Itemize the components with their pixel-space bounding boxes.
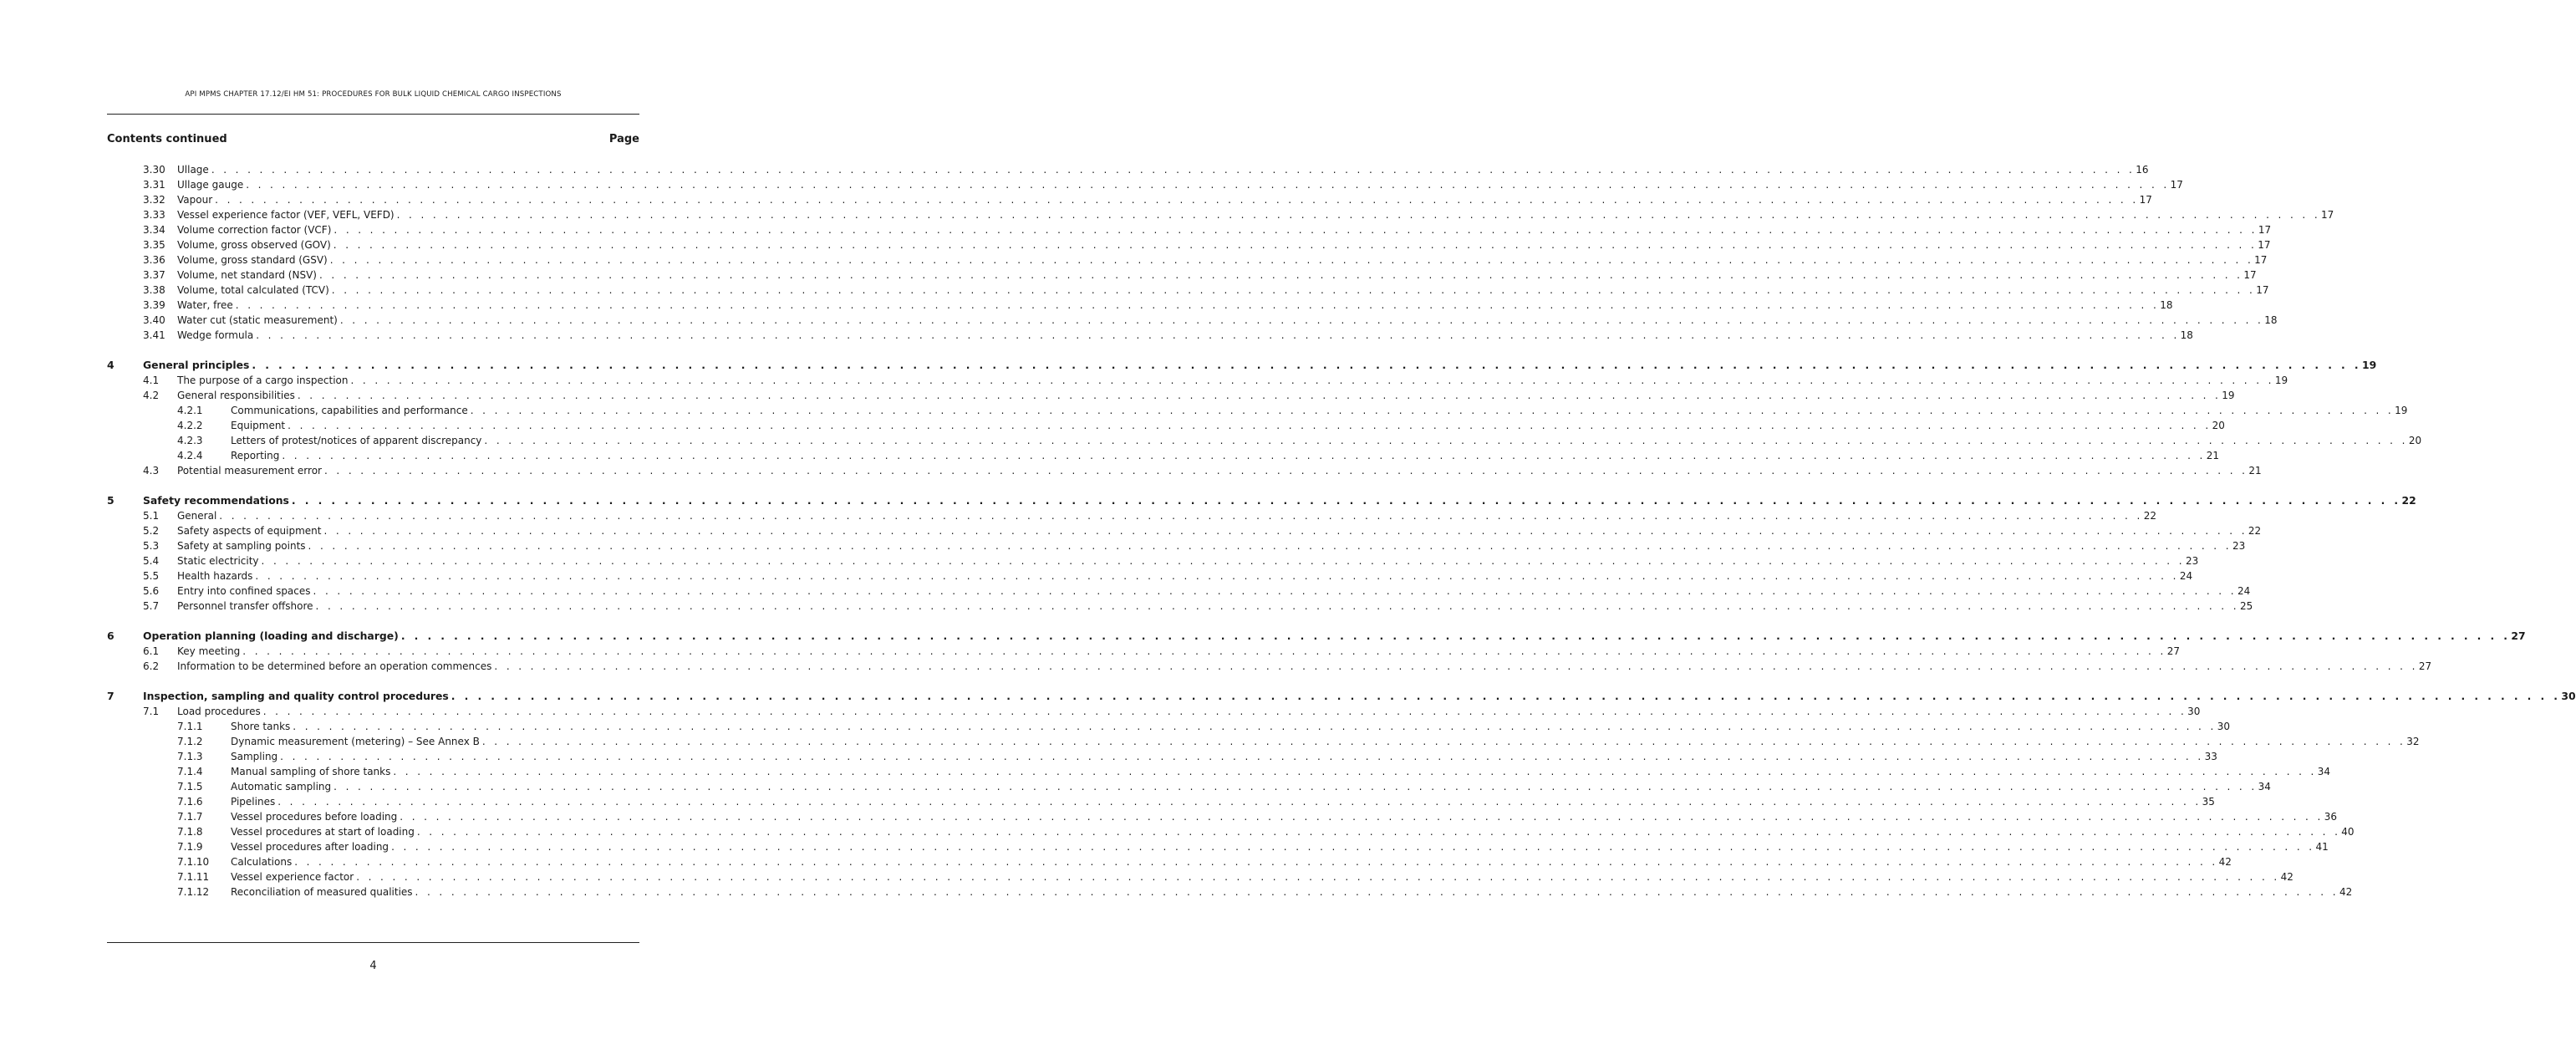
dot-leader: . . . . . . . . . . . . . . . . . . . . . . . . . . . . . . . . . . . . . . . . . . . . . . . . . . . . . . . . . . . . . . . . . . . . . . . . . . . . . . . . . . . . . . . . . . . . . . . . . . . . . . . . . . . . . . . . . . . . . . . . . . . . . . . . . . . . . . . . . . . . . . . . . . . . . . . . . . . . . . . . bbox=[215, 194, 2139, 206]
toc-entry-title: Vessel experience factor (VEF, VEFL, VEFD) bbox=[177, 209, 395, 221]
toc-entry-page: 18 bbox=[2264, 314, 2278, 326]
toc-entry-number: 7.1.11 bbox=[177, 871, 210, 883]
toc-entry-title: Equipment bbox=[231, 420, 286, 431]
toc-entry-number: 7.1.9 bbox=[177, 841, 203, 853]
dot-leader: . . . . . . . . . . . . . . . . . . . . . . . . . . . . . . . . . . . . . . . . . . . . . . . . . . . . . . . . . . . . . . . . . . . . . . . . . . . . . . . . . . . . . . . . . . . . . . . . . . . . . . . . . . . . . . . . . . . . . . . . . . . . . . . . . . . . . . . . . . . . . . . . . . . . . . . . . . . . . . . . bbox=[400, 629, 2511, 642]
section-spacer bbox=[107, 478, 639, 493]
toc-entry[interactable] bbox=[107, 794, 2215, 809]
toc-entry-title: Load procedures bbox=[177, 706, 261, 717]
toc-entry-title: Sampling bbox=[231, 751, 278, 762]
toc-entry-title: Vessel procedures at start of loading bbox=[231, 826, 415, 838]
toc-entry-page: 18 bbox=[2160, 299, 2173, 311]
toc-entry[interactable] bbox=[107, 809, 2337, 824]
toc-entry-title: Calculations bbox=[231, 856, 293, 868]
toc-entry-number: 4.2.1 bbox=[177, 405, 203, 416]
toc-entry-number: 3.38 bbox=[143, 284, 165, 296]
dot-leader: . . . . . . . . . . . . . . . . . . . . . . . . . . . . . . . . . . . . . . . . . . . . . . . . . . . . . . . . . . . . . . . . . . . . . . . . . . . . . . . . . . . . . . . . . . . . . . . . . . . . . . . . . . . . . . . . . . . . . . . . . . . . . . . . . . . . . . . . . . . . . . . . . . . . . . . . . . . . . . . . bbox=[323, 465, 2248, 477]
toc-entry-page: 35 bbox=[2202, 796, 2215, 808]
toc-entry-number: 7.1.1 bbox=[177, 721, 203, 732]
toc-entry-number: 5.2 bbox=[143, 525, 160, 537]
section-spacer bbox=[107, 614, 639, 629]
toc-entry-number: 3.30 bbox=[143, 164, 165, 176]
toc-entry-number: 3.34 bbox=[143, 224, 165, 236]
toc-entry-title: Pipelines bbox=[231, 796, 276, 808]
toc-entry-number: 3.40 bbox=[143, 314, 165, 326]
toc-entry-number: 5.4 bbox=[143, 555, 160, 567]
dot-leader: . . . . . . . . . . . . . . . . . . . . . . . . . . . . . . . . . . . . . . . . . . . . . . . . . . . . . . . . . . . . . . . . . . . . . . . . . . . . . . . . . . . . . . . . . . . . . . . . . . . . . . . . . . . . . . . . . . . . . . . . . . . . . . . . . . . . . . . . . . . . . . . . . . . . . . . . . . . . . . . . bbox=[333, 224, 2258, 236]
toc-entry-number: 7.1.7 bbox=[177, 811, 203, 823]
dot-leader: . . . . . . . . . . . . . . . . . . . . . . . . . . . . . . . . . . . . . . . . . . . . . . . . . . . . . . . . . . . . . . . . . . . . . . . . . . . . . . . . . . . . . . . . . . . . . . . . . . . . . . . . . . . . . . . . . . . . . . . . . . . . . . . . . . . . . . . . . . . . . . . . . . . . . . . . . . . . . . . . bbox=[470, 405, 2395, 416]
toc-entry-title: Key meeting bbox=[177, 645, 241, 657]
toc-entry-title: General responsibilities bbox=[177, 390, 295, 401]
toc-entry-number: 6 bbox=[107, 629, 115, 642]
toc-section-entry[interactable] bbox=[107, 358, 2377, 373]
toc-entry-number: 3.33 bbox=[143, 209, 165, 221]
dot-leader: . . . . . . . . . . . . . . . . . . . . . . . . . . . . . . . . . . . . . . . . . . . . . . . . . . . . . . . . . . . . . . . . . . . . . . . . . . . . . . . . . . . . . . . . . . . . . . . . . . . . . . . . . . . . . . . . . . . . . . . . . . . . . . . . . . . . . . . . . . . . . . . . . . . . . . . . . . . . . . . . bbox=[484, 435, 2408, 446]
toc-entry-page: 22 bbox=[2248, 525, 2262, 537]
toc-entry-title: Information to be determined before an operation commences bbox=[177, 660, 492, 672]
toc-entry-number: 7.1.5 bbox=[177, 781, 203, 793]
toc-entry[interactable] bbox=[107, 162, 2149, 177]
toc-entry-number: 4 bbox=[107, 359, 115, 371]
dot-leader: . . . . . . . . . . . . . . . . . . . . . . . . . . . . . . . . . . . . . . . . . . . . . . . . . . . . . . . . . . . . . . . . . . . . . . . . . . . . . . . . . . . . . . . . . . . . . . . . . . . . . . . . . . . . . . . . . . . . . . . . . . . . . . . . . . . . . . . . . . . . . . . . . . . . . . . . . . . . . . . . bbox=[313, 585, 2237, 597]
toc-entry-page: 34 bbox=[2317, 766, 2331, 777]
toc-entry-page: 34 bbox=[2258, 781, 2271, 793]
toc-entry-page: 19 bbox=[2361, 359, 2377, 371]
section-spacer bbox=[107, 343, 639, 358]
toc-entry-page: 20 bbox=[2212, 420, 2225, 431]
toc-entry-page: 17 bbox=[2139, 194, 2152, 206]
toc-entry[interactable] bbox=[107, 523, 2262, 538]
toc-entry-number: 7 bbox=[107, 690, 115, 702]
dot-leader: . . . . . . . . . . . . . . . . . . . . . . . . . . . . . . . . . . . . . . . . . . . . . . . . . . . . . . . . . . . . . . . . . . . . . . . . . . . . . . . . . . . . . . . . . . . . . . . . . . . . . . . . . . . . . . . . . . . . . . . . . . . . . . . . . . . . . . . . . . . . . . . . . . . . . . . . . . . . . . . . bbox=[256, 329, 2180, 341]
toc-entry[interactable] bbox=[107, 734, 2420, 749]
toc-entry-page: 18 bbox=[2180, 329, 2193, 341]
toc-entry-page: 19 bbox=[2222, 390, 2235, 401]
toc-entry-number: 5.7 bbox=[143, 600, 160, 612]
toc-entry-page: 42 bbox=[2339, 886, 2353, 898]
dot-leader: . . . . . . . . . . . . . . . . . . . . . . . . . . . . . . . . . . . . . . . . . . . . . . . . . . . . . . . . . . . . . . . . . . . . . . . . . . . . . . . . . . . . . . . . . . . . . . . . . . . . . . . . . . . . . . . . . . . . . . . . . . . . . . . . . . . . . . . . . . . . . . . . . . . . . . . . . . . . . . . . bbox=[350, 375, 2274, 386]
toc-entry[interactable] bbox=[107, 388, 2235, 403]
dot-leader: . . . . . . . . . . . . . . . . . . . . . . . . . . . . . . . . . . . . . . . . . . . . . . . . . . . . . . . . . . . . . . . . . . . . . . . . . . . . . . . . . . . . . . . . . . . . . . . . . . . . . . . . . . . . . . . . . . . . . . . . . . . . . . . . . . . . . . . . . . . . . . . . . . . . . . . . . . . . . . . . bbox=[400, 811, 2324, 823]
dot-leader: . . . . . . . . . . . . . . . . . . . . . . . . . . . . . . . . . . . . . . . . . . . . . . . . . . . . . . . . . . . . . . . . . . . . . . . . . . . . . . . . . . . . . . . . . . . . . . . . . . . . . . . . . . . . . . . . . . . . . . . . . . . . . . . . . . . . . . . . . . . . . . . . . . . . . . . . . . . . . . . . bbox=[308, 540, 2232, 552]
toc-entry-number: 3.32 bbox=[143, 194, 165, 206]
toc-entry-title: Ullage gauge bbox=[177, 179, 244, 191]
toc-entry-title: Vessel experience factor bbox=[231, 871, 354, 883]
toc-entry-title: Volume correction factor (VCF) bbox=[177, 224, 332, 236]
toc-entry[interactable] bbox=[107, 584, 2251, 599]
toc-entry-page: 17 bbox=[2170, 179, 2183, 191]
dot-leader: . . . . . . . . . . . . . . . . . . . . . . . . . . . . . . . . . . . . . . . . . . . . . . . . . . . . . . . . . . . . . . . . . . . . . . . . . . . . . . . . . . . . . . . . . . . . . . . . . . . . . . . . . . . . . . . . . . . . . . . . . . . . . . . . . . . . . . . . . . . . . . . . . . . . . . . . . . . . . . . . bbox=[356, 871, 2280, 883]
toc-entry-number: 3.39 bbox=[143, 299, 165, 311]
dot-leader: . . . . . . . . . . . . . . . . . . . . . . . . . . . . . . . . . . . . . . . . . . . . . . . . . . . . . . . . . . . . . . . . . . . . . . . . . . . . . . . . . . . . . . . . . . . . . . . . . . . . . . . . . . . . . . . . . . . . . . . . . . . . . . . . . . . . . . . . . . . . . . . . . . . . . . . . . . . . . . . . bbox=[294, 856, 2218, 868]
toc-entry-page: 16 bbox=[2136, 164, 2149, 176]
toc-entry-page: 24 bbox=[2179, 570, 2193, 582]
header-rule bbox=[107, 114, 639, 115]
dot-leader: . . . . . . . . . . . . . . . . . . . . . . . . . . . . . . . . . . . . . . . . . . . . . . . . . . . . . . . . . . . . . . . . . . . . . . . . . . . . . . . . . . . . . . . . . . . . . . . . . . . . . . . . . . . . . . . . . . . . . . . . . . . . . . . . . . . . . . . . . . . . . . . . . . . . . . . . . . . . . . . . bbox=[277, 796, 2202, 808]
toc-entry-page: 41 bbox=[2315, 841, 2329, 853]
toc-entry-number: 6.2 bbox=[143, 660, 160, 672]
dot-leader: . . . . . . . . . . . . . . . . . . . . . . . . . . . . . . . . . . . . . . . . . . . . . . . . . . . . . . . . . . . . . . . . . . . . . . . . . . . . . . . . . . . . . . . . . . . . . . . . . . . . . . . . . . . . . . . . . . . . . . . . . . . . . . . . . . . . . . . . . . . . . . . . . . . . . . . . . . . . . . . . bbox=[416, 826, 2341, 838]
toc-entry-page: 17 bbox=[2243, 269, 2257, 281]
dot-leader: . . . . . . . . . . . . . . . . . . . . . . . . . . . . . . . . . . . . . . . . . . . . . . . . . . . . . . . . . . . . . . . . . . . . . . . . . . . . . . . . . . . . . . . . . . . . . . . . . . . . . . . . . . . . . . . . . . . . . . . . . . . . . . . . . . . . . . . . . . . . . . . . . . . . . . . . . . . . . . . . bbox=[331, 284, 2256, 296]
toc-entry[interactable] bbox=[107, 854, 2232, 869]
toc-entry-page: 22 bbox=[2143, 510, 2156, 522]
toc-entry-page: 20 bbox=[2408, 435, 2422, 446]
toc-entry[interactable] bbox=[107, 538, 2246, 553]
toc-section-entry[interactable] bbox=[107, 629, 2526, 644]
toc-entry-page: 23 bbox=[2232, 540, 2246, 552]
dot-leader: . . . . . . . . . . . . . . . . . . . . . . . . . . . . . . . . . . . . . . . . . . . . . . . . . . . . . . . . . . . . . . . . . . . . . . . . . . . . . . . . . . . . . . . . . . . . . . . . . . . . . . . . . . . . . . . . . . . . . . . . . . . . . . . . . . . . . . . . . . . . . . . . . . . . . . . . . . . . . . . . bbox=[293, 721, 2217, 732]
toc-entry[interactable] bbox=[107, 328, 2193, 343]
toc-entry-title: Entry into confined spaces bbox=[177, 585, 311, 597]
toc-entry[interactable] bbox=[107, 222, 2272, 237]
toc-entry-title: Letters of protest/notices of apparent discrepancy bbox=[231, 435, 482, 446]
dot-leader: . . . . . . . . . . . . . . . . . . . . . . . . . . . . . . . . . . . . . . . . . . . . . . . . . . . . . . . . . . . . . . . . . . . . . . . . . . . . . . . . . . . . . . . . . . . . . . . . . . . . . . . . . . . . . . . . . . . . . . . . . . . . . . . . . . . . . . . . . . . . . . . . . . . . . . . . . . . . . . . . bbox=[481, 736, 2406, 747]
dot-leader: . . . . . . . . . . . . . . . . . . . . . . . . . . . . . . . . . . . . . . . . . . . . . . . . . . . . . . . . . . . . . . . . . . . . . . . . . . . . . . . . . . . . . . . . . . . . . . . . . . . . . . . . . . . . . . . . . . . . . . . . . . . . . . . . . . . . . . . . . . . . . . . . . . . . . . . . . . . . . . . . bbox=[329, 254, 2254, 266]
dot-leader: . . . . . . . . . . . . . . . . . . . . . . . . . . . . . . . . . . . . . . . . . . . . . . . . . . . . . . . . . . . . . . . . . . . . . . . . . . . . . . . . . . . . . . . . . . . . . . . . . . . . . . . . . . . . . . . . . . . . . . . . . . . . . . . . . . . . . . . . . . . . . . . . . . . . . . . . . . . . . . . . bbox=[393, 766, 2317, 777]
toc-entry-number: 3.41 bbox=[143, 329, 165, 341]
toc-entry-title: Dynamic measurement (metering) – See Annex B bbox=[231, 736, 480, 747]
toc-entry-number: 5.5 bbox=[143, 570, 160, 582]
toc-entry-page: 21 bbox=[2248, 465, 2262, 477]
toc-entry[interactable] bbox=[107, 177, 2183, 192]
toc-entry[interactable] bbox=[107, 418, 2225, 433]
toc-entry-title: Reporting bbox=[231, 450, 280, 461]
toc-entry[interactable] bbox=[107, 403, 2408, 418]
toc-entry-page: 17 bbox=[2258, 224, 2272, 236]
dot-leader: . . . . . . . . . . . . . . . . . . . . . . . . . . . . . . . . . . . . . . . . . . . . . . . . . . . . . . . . . . . . . . . . . . . . . . . . . . . . . . . . . . . . . . . . . . . . . . . . . . . . . . . . . . . . . . . . . . . . . . . . . . . . . . . . . . . . . . . . . . . . . . . . . . . . . . . . . . . . . . . . bbox=[333, 781, 2258, 793]
dot-leader: . . . . . . . . . . . . . . . . . . . . . . . . . . . . . . . . . . . . . . . . . . . . . . . . . . . . . . . . . . . . . . . . . . . . . . . . . . . . . . . . . . . . . . . . . . . . . . . . . . . . . . . . . . . . . . . . . . . . . . . . . . . . . . . . . . . . . . . . . . . . . . . . . . . . . . . . . . . . . . . . bbox=[318, 269, 2243, 281]
toc-entry[interactable] bbox=[107, 237, 2271, 252]
dot-leader: . . . . . . . . . . . . . . . . . . . . . . . . . . . . . . . . . . . . . . . . . . . . . . . . . . . . . . . . . . . . . . . . . . . . . . . . . . . . . . . . . . . . . . . . . . . . . . . . . . . . . . . . . . . . . . . . . . . . . . . . . . . . . . . . . . . . . . . . . . . . . . . . . . . . . . . . . . . . . . . . bbox=[297, 390, 2222, 401]
toc-entry-title: Ullage bbox=[177, 164, 209, 176]
dot-leader: . . . . . . . . . . . . . . . . . . . . . . . . . . . . . . . . . . . . . . . . . . . . . . . . . . . . . . . . . . . . . . . . . . . . . . . . . . . . . . . . . . . . . . . . . . . . . . . . . . . . . . . . . . . . . . . . . . . . . . . . . . . . . . . . . . . . . . . . . . . . . . . . . . . . . . . . . . . . . . . . bbox=[315, 600, 2239, 612]
toc-entry-title: General bbox=[177, 510, 217, 522]
toc-entry-number: 7.1.4 bbox=[177, 766, 203, 777]
toc-entry[interactable] bbox=[107, 373, 2288, 388]
dot-leader: . . . . . . . . . . . . . . . . . . . . . . . . . . . . . . . . . . . . . . . . . . . . . . . . . . . . . . . . . . . . . . . . . . . . . . . . . . . . . . . . . . . . . . . . . . . . . . . . . . . . . . . . . . . . . . . . . . . . . . . . . . . . . . . . . . . . . . . . . . . . . . . . . . . . . . . . . . . . . . . . bbox=[391, 841, 2315, 853]
dot-leader: . . . . . . . . . . . . . . . . . . . . . . . . . . . . . . . . . . . . . . . . . . . . . . . . . . . . . . . . . . . . . . . . . . . . . . . . . . . . . . . . . . . . . . . . . . . . . . . . . . . . . . . . . . . . . . . . . . . . . . . . . . . . . . . . . . . . . . . . . . . . . . . . . . . . . . . . . . . . . . . . bbox=[451, 690, 2561, 702]
toc-entry-page: 17 bbox=[2256, 284, 2269, 296]
toc-entry-title: Automatic sampling bbox=[231, 781, 332, 793]
toc-entry-title: Manual sampling of shore tanks bbox=[231, 766, 391, 777]
toc-entry[interactable] bbox=[107, 313, 2278, 328]
toc-entry[interactable] bbox=[107, 764, 2331, 779]
toc-entry-number: 4.2.3 bbox=[177, 435, 203, 446]
toc-entry-title: Vessel procedures after loading bbox=[231, 841, 389, 853]
dot-leader: . . . . . . . . . . . . . . . . . . . . . . . . . . . . . . . . . . . . . . . . . . . . . . . . . . . . . . . . . . . . . . . . . . . . . . . . . . . . . . . . . . . . . . . . . . . . . . . . . . . . . . . . . . . . . . . . . . . . . . . . . . . . . . . . . . . . . . . . . . . . . . . . . . . . . . . . . . . . . . . . bbox=[255, 570, 2179, 582]
toc-entry-number: 3.36 bbox=[143, 254, 165, 266]
toc-section-entry[interactable] bbox=[107, 493, 2416, 508]
toc-entry-title: Volume, gross standard (GSV) bbox=[177, 254, 328, 266]
toc-entry[interactable] bbox=[107, 298, 2173, 313]
toc-entry[interactable] bbox=[107, 599, 2253, 614]
toc-entry-title: Safety aspects of equipment bbox=[177, 525, 322, 537]
toc-entry[interactable] bbox=[107, 884, 2353, 900]
toc-entry-title: Inspection, sampling and quality control procedures bbox=[143, 690, 449, 702]
dot-leader: . . . . . . . . . . . . . . . . . . . . . . . . . . . . . . . . . . . . . . . . . . . . . . . . . . . . . . . . . . . . . . . . . . . . . . . . . . . . . . . . . . . . . . . . . . . . . . . . . . . . . . . . . . . . . . . . . . . . . . . . . . . . . . . . . . . . . . . . . . . . . . . . . . . . . . . . . . . . . . . . bbox=[396, 209, 2321, 221]
toc-entry-page: 27 bbox=[2418, 660, 2432, 672]
toc-entry-page: 21 bbox=[2206, 450, 2220, 461]
toc-entry-number: 5.3 bbox=[143, 540, 160, 552]
toc-entry[interactable] bbox=[107, 869, 2293, 884]
toc-entry-title: Reconciliation of measured qualities bbox=[231, 886, 413, 898]
dot-leader: . . . . . . . . . . . . . . . . . . . . . . . . . . . . . . . . . . . . . . . . . . . . . . . . . . . . . . . . . . . . . . . . . . . . . . . . . . . . . . . . . . . . . . . . . . . . . . . . . . . . . . . . . . . . . . . . . . . . . . . . . . . . . . . . . . . . . . . . . . . . . . . . . . . . . . . . . . . . . . . . bbox=[494, 660, 2418, 672]
toc-entry[interactable] bbox=[107, 839, 2329, 854]
toc-entry[interactable] bbox=[107, 644, 2180, 659]
toc-entry-title: Water cut (static measurement) bbox=[177, 314, 338, 326]
toc-entry-page: 27 bbox=[2511, 629, 2526, 642]
dot-leader: . . . . . . . . . . . . . . . . . . . . . . . . . . . . . . . . . . . . . . . . . . . . . . . . . . . . . . . . . . . . . . . . . . . . . . . . . . . . . . . . . . . . . . . . . . . . . . . . . . . . . . . . . . . . . . . . . . . . . . . . . . . . . . . . . . . . . . . . . . . . . . . . . . . . . . . . . . . . . . . . bbox=[280, 751, 2204, 762]
footer-rule bbox=[107, 942, 639, 943]
dot-leader: . . . . . . . . . . . . . . . . . . . . . . . . . . . . . . . . . . . . . . . . . . . . . . . . . . . . . . . . . . . . . . . . . . . . . . . . . . . . . . . . . . . . . . . . . . . . . . . . . . . . . . . . . . . . . . . . . . . . . . . . . . . . . . . . . . . . . . . . . . . . . . . . . . . . . . . . . . . . . . . . bbox=[323, 525, 2248, 537]
dot-leader: . . . . . . . . . . . . . . . . . . . . . . . . . . . . . . . . . . . . . . . . . . . . . . . . . . . . . . . . . . . . . . . . . . . . . . . . . . . . . . . . . . . . . . . . . . . . . . . . . . . . . . . . . . . . . . . . . . . . . . . . . . . . . . . . . . . . . . . . . . . . . . . . . . . . . . . . . . . . . . . . bbox=[262, 706, 2187, 717]
toc-entry[interactable] bbox=[107, 508, 2156, 523]
toc-entry-number: 4.1 bbox=[143, 375, 160, 386]
toc-entry-number: 7.1.3 bbox=[177, 751, 203, 762]
toc-entry[interactable] bbox=[107, 749, 2217, 764]
toc-entry-number: 7.1.2 bbox=[177, 736, 203, 747]
dot-leader: . . . . . . . . . . . . . . . . . . . . . . . . . . . . . . . . . . . . . . . . . . . . . . . . . . . . . . . . . . . . . . . . . . . . . . . . . . . . . . . . . . . . . . . . . . . . . . . . . . . . . . . . . . . . . . . . . . . . . . . . . . . . . . . . . . . . . . . . . . . . . . . . . . . . . . . . . . . . . . . . bbox=[246, 179, 2170, 191]
running-header: API MPMS CHAPTER 17.12/EI HM 51: PROCEDURES FOR BULK LIQUID CHEMICAL CARGO INSPECTIONS bbox=[185, 90, 562, 99]
toc-entry-page: 33 bbox=[2204, 751, 2217, 762]
toc-entry-page: 32 bbox=[2406, 736, 2420, 747]
toc-entry[interactable] bbox=[107, 252, 2268, 268]
toc-entry[interactable] bbox=[107, 433, 2422, 448]
toc-entry-title: Personnel transfer offshore bbox=[177, 600, 313, 612]
contents-title: Contents continued bbox=[107, 133, 227, 145]
dot-leader: . . . . . . . . . . . . . . . . . . . . . . . . . . . . . . . . . . . . . . . . . . . . . . . . . . . . . . . . . . . . . . . . . . . . . . . . . . . . . . . . . . . . . . . . . . . . . . . . . . . . . . . . . . . . . . . . . . . . . . . . . . . . . . . . . . . . . . . . . . . . . . . . . . . . . . . . . . . . . . . . bbox=[219, 510, 2143, 522]
toc-entry-title: Wedge formula bbox=[177, 329, 254, 341]
dot-leader: . . . . . . . . . . . . . . . . . . . . . . . . . . . . . . . . . . . . . . . . . . . . . . . . . . . . . . . . . . . . . . . . . . . . . . . . . . . . . . . . . . . . . . . . . . . . . . . . . . . . . . . . . . . . . . . . . . . . . . . . . . . . . . . . . . . . . . . . . . . . . . . . . . . . . . . . . . . . . . . . bbox=[288, 420, 2212, 431]
dot-leader: . . . . . . . . . . . . . . . . . . . . . . . . . . . . . . . . . . . . . . . . . . . . . . . . . . . . . . . . . . . . . . . . . . . . . . . . . . . . . . . . . . . . . . . . . . . . . . . . . . . . . . . . . . . . . . . . . . . . . . . . . . . . . . . . . . . . . . . . . . . . . . . . . . . . . . . . . . . . . . . . bbox=[415, 886, 2339, 898]
toc-entry-number: 7.1.10 bbox=[177, 856, 210, 868]
toc-entry[interactable] bbox=[107, 779, 2271, 794]
toc-entry-number: 3.31 bbox=[143, 179, 165, 191]
page-number: 4 bbox=[369, 960, 377, 972]
toc-entry-page: 36 bbox=[2324, 811, 2337, 823]
toc-entry-title: General principles bbox=[143, 359, 250, 371]
toc-entry-number: 5 bbox=[107, 494, 115, 507]
section-spacer bbox=[107, 674, 639, 689]
toc-entry[interactable] bbox=[107, 568, 2193, 584]
toc-entry[interactable] bbox=[107, 824, 2355, 839]
page-column-label: Page bbox=[608, 133, 639, 145]
dot-leader: . . . . . . . . . . . . . . . . . . . . . . . . . . . . . . . . . . . . . . . . . . . . . . . . . . . . . . . . . . . . . . . . . . . . . . . . . . . . . . . . . . . . . . . . . . . . . . . . . . . . . . . . . . . . . . . . . . . . . . . . . . . . . . . . . . . . . . . . . . . . . . . . . . . . . . . . . . . . . . . . bbox=[339, 314, 2264, 326]
toc-entry-title: Potential measurement error bbox=[177, 465, 322, 477]
toc-entry-title: Vapour bbox=[177, 194, 213, 206]
toc-entry-number: 4.2.2 bbox=[177, 420, 203, 431]
toc-entry-page: 23 bbox=[2185, 555, 2199, 567]
toc-entry-number: 4.2 bbox=[143, 390, 160, 401]
toc-entry-title: The purpose of a cargo inspection bbox=[177, 375, 349, 386]
toc-entry-number: 3.37 bbox=[143, 269, 165, 281]
dot-leader: . . . . . . . . . . . . . . . . . . . . . . . . . . . . . . . . . . . . . . . . . . . . . . . . . . . . . . . . . . . . . . . . . . . . . . . . . . . . . . . . . . . . . . . . . . . . . . . . . . . . . . . . . . . . . . . . . . . . . . . . . . . . . . . . . . . . . . . . . . . . . . . . . . . . . . . . . . . . . . . . bbox=[333, 239, 2258, 251]
toc-entry-page: 19 bbox=[2395, 405, 2408, 416]
toc-entry[interactable] bbox=[107, 463, 2262, 478]
toc-entry-number: 5.6 bbox=[143, 585, 160, 597]
toc-entry-number: 6.1 bbox=[143, 645, 160, 657]
toc-entry-page: 30 bbox=[2561, 690, 2576, 702]
toc-entry-title: Communications, capabilities and performance bbox=[231, 405, 468, 416]
contents-heading bbox=[107, 133, 639, 145]
toc-entry[interactable] bbox=[107, 704, 2201, 719]
toc-entry-title: Volume, gross observed (GOV) bbox=[177, 239, 331, 251]
toc-entry-page: 17 bbox=[2254, 254, 2268, 266]
dot-leader: . . . . . . . . . . . . . . . . . . . . . . . . . . . . . . . . . . . . . . . . . . . . . . . . . . . . . . . . . . . . . . . . . . . . . . . . . . . . . . . . . . . . . . . . . . . . . . . . . . . . . . . . . . . . . . . . . . . . . . . . . . . . . . . . . . . . . . . . . . . . . . . . . . . . . . . . . . . . . . . . bbox=[291, 494, 2401, 507]
toc-entry-title: Health hazards bbox=[177, 570, 253, 582]
toc-entry-title: Safety recommendations bbox=[143, 494, 289, 507]
toc-entry-page: 27 bbox=[2166, 645, 2180, 657]
toc-entry-title: Static electricity bbox=[177, 555, 259, 567]
toc-entry[interactable] bbox=[107, 659, 2432, 674]
toc-entry[interactable] bbox=[107, 283, 2269, 298]
toc-entry-number: 5.1 bbox=[143, 510, 160, 522]
toc-entry[interactable] bbox=[107, 207, 2334, 222]
toc-entry-page: 17 bbox=[2258, 239, 2271, 251]
toc-entry-number: 7.1.12 bbox=[177, 886, 210, 898]
toc-entry-page: 30 bbox=[2187, 706, 2201, 717]
toc-entry[interactable] bbox=[107, 268, 2257, 283]
toc-entry[interactable] bbox=[107, 192, 2152, 207]
toc-entry-title: Safety at sampling points bbox=[177, 540, 306, 552]
toc-entry-number: 7.1.6 bbox=[177, 796, 203, 808]
toc-entry-title: Shore tanks bbox=[231, 721, 291, 732]
toc-entry-number: 7.1.8 bbox=[177, 826, 203, 838]
toc-entry-number: 4.2.4 bbox=[177, 450, 203, 461]
toc-entry-page: 42 bbox=[2218, 856, 2232, 868]
toc-entry-page: 30 bbox=[2217, 721, 2230, 732]
toc-entry[interactable] bbox=[107, 553, 2199, 568]
toc-entry[interactable] bbox=[107, 448, 2220, 463]
toc-entry-page: 17 bbox=[2321, 209, 2334, 221]
toc-entry-number: 7.1 bbox=[143, 706, 160, 717]
dot-leader: . . . . . . . . . . . . . . . . . . . . . . . . . . . . . . . . . . . . . . . . . . . . . . . . . . . . . . . . . . . . . . . . . . . . . . . . . . . . . . . . . . . . . . . . . . . . . . . . . . . . . . . . . . . . . . . . . . . . . . . . . . . . . . . . . . . . . . . . . . . . . . . . . . . . . . . . . . . . . . . . bbox=[282, 450, 2206, 461]
toc-entry-title: Vessel procedures before loading bbox=[231, 811, 398, 823]
toc-entry-title: Water, free bbox=[177, 299, 233, 311]
dot-leader: . . . . . . . . . . . . . . . . . . . . . . . . . . . . . . . . . . . . . . . . . . . . . . . . . . . . . . . . . . . . . . . . . . . . . . . . . . . . . . . . . . . . . . . . . . . . . . . . . . . . . . . . . . . . . . . . . . . . . . . . . . . . . . . . . . . . . . . . . . . . . . . . . . . . . . . . . . . . . . . . bbox=[235, 299, 2160, 311]
toc-entry-number: 3.35 bbox=[143, 239, 165, 251]
toc-entry-page: 25 bbox=[2239, 600, 2253, 612]
toc-entry[interactable] bbox=[107, 719, 2230, 734]
toc-entry-number: 4.3 bbox=[143, 465, 160, 477]
table-of-contents bbox=[107, 162, 2576, 900]
toc-entry-page: 24 bbox=[2237, 585, 2251, 597]
toc-entry-title: Operation planning (loading and discharge) bbox=[143, 629, 399, 642]
dot-leader: . . . . . . . . . . . . . . . . . . . . . . . . . . . . . . . . . . . . . . . . . . . . . . . . . . . . . . . . . . . . . . . . . . . . . . . . . . . . . . . . . . . . . . . . . . . . . . . . . . . . . . . . . . . . . . . . . . . . . . . . . . . . . . . . . . . . . . . . . . . . . . . . . . . . . . . . . . . . . . . . bbox=[261, 555, 2185, 567]
toc-entry-page: 22 bbox=[2401, 494, 2416, 507]
toc-entry-page: 19 bbox=[2274, 375, 2288, 386]
toc-section-entry[interactable] bbox=[107, 689, 2576, 704]
dot-leader: . . . . . . . . . . . . . . . . . . . . . . . . . . . . . . . . . . . . . . . . . . . . . . . . . . . . . . . . . . . . . . . . . . . . . . . . . . . . . . . . . . . . . . . . . . . . . . . . . . . . . . . . . . . . . . . . . . . . . . . . . . . . . . . . . . . . . . . . . . . . . . . . . . . . . . . . . . . . . . . . bbox=[242, 645, 2166, 657]
dot-leader: . . . . . . . . . . . . . . . . . . . . . . . . . . . . . . . . . . . . . . . . . . . . . . . . . . . . . . . . . . . . . . . . . . . . . . . . . . . . . . . . . . . . . . . . . . . . . . . . . . . . . . . . . . . . . . . . . . . . . . . . . . . . . . . . . . . . . . . . . . . . . . . . . . . . . . . . . . . . . . . . bbox=[252, 359, 2361, 371]
dot-leader: . . . . . . . . . . . . . . . . . . . . . . . . . . . . . . . . . . . . . . . . . . . . . . . . . . . . . . . . . . . . . . . . . . . . . . . . . . . . . . . . . . . . . . . . . . . . . . . . . . . . . . . . . . . . . . . . . . . . . . . . . . . . . . . . . . . . . . . . . . . . . . . . . . . . . . . . . . . . . . . . bbox=[211, 164, 2136, 176]
toc-entry-title: Volume, total calculated (TCV) bbox=[177, 284, 329, 296]
toc-entry-title: Volume, net standard (NSV) bbox=[177, 269, 317, 281]
toc-entry-page: 40 bbox=[2341, 826, 2355, 838]
toc-entry-page: 42 bbox=[2280, 871, 2293, 883]
